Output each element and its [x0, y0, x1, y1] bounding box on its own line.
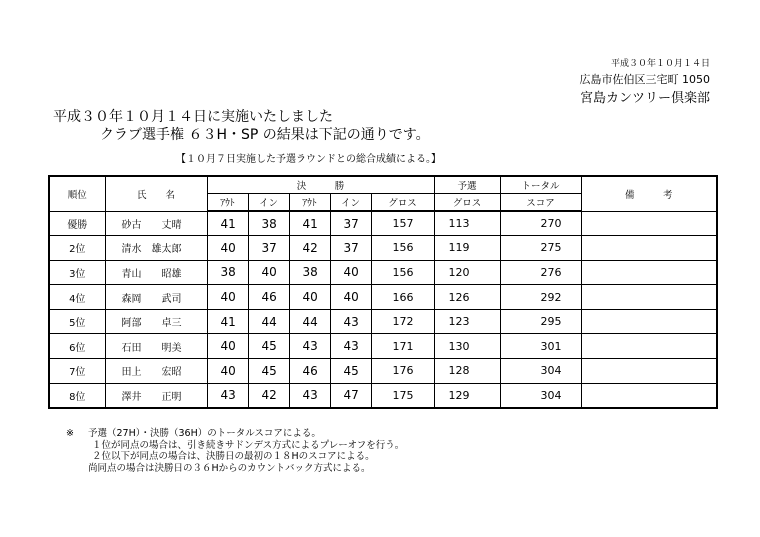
note-line-2: １位が同点の場合は、引き続きサドンデス方式によるプレーオフを行う。 — [92, 439, 405, 451]
total-cell: 304 — [500, 383, 581, 408]
header-row-1 — [49, 176, 717, 194]
rank-cell: 5位 — [49, 309, 105, 334]
results-table — [48, 175, 718, 409]
out-1-cell: 40 — [207, 334, 248, 359]
in-1-cell: 44 — [248, 309, 289, 334]
rank-cell: 8位 — [49, 383, 105, 408]
header-rank: 順位 — [49, 176, 105, 211]
out-2-cell: 38 — [289, 260, 330, 285]
in-1-cell: 42 — [248, 383, 289, 408]
prelim-cell: 128 — [434, 359, 500, 384]
out-1-cell: 40 — [207, 359, 248, 384]
in-2-cell: 43 — [330, 334, 371, 359]
name-cell: 阿部 卓三 — [105, 309, 207, 334]
out-2-cell: 43 — [289, 334, 330, 359]
out-1-cell: 43 — [207, 383, 248, 408]
club-address: 広島市佐伯区三宅町 1050 — [579, 73, 710, 86]
rank-cell: 優勝 — [49, 211, 105, 236]
club-name: 宮島カンツリー倶楽部 — [579, 91, 710, 106]
out-1-cell: 40 — [207, 236, 248, 261]
table-row — [49, 383, 717, 408]
header-in-1: イン — [248, 194, 289, 212]
remarks-cell — [581, 334, 717, 359]
out-2-cell: 46 — [289, 359, 330, 384]
out-2-cell: 40 — [289, 285, 330, 310]
rank-cell: 2位 — [49, 236, 105, 261]
out-1-cell: 38 — [207, 260, 248, 285]
gross-cell: 157 — [371, 211, 434, 236]
header-final: 決 勝 — [207, 176, 434, 194]
header-prelim: 予選 — [434, 176, 500, 194]
prelim-cell: 123 — [434, 309, 500, 334]
header-prelim-gross: グロス — [434, 194, 500, 212]
remarks-cell — [581, 383, 717, 408]
intro-line-2: クラブ選手権 ６３H・SP の結果は下記の通りです。 — [100, 127, 430, 143]
out-1-cell: 41 — [207, 309, 248, 334]
prelim-cell: 113 — [434, 211, 500, 236]
in-2-cell: 47 — [330, 383, 371, 408]
gross-cell: 156 — [371, 236, 434, 261]
rank-cell: 7位 — [49, 359, 105, 384]
total-cell: 275 — [500, 236, 581, 261]
intro-line-3: 【１０月７日実施した予選ラウンドとの総合成績による。】 — [176, 154, 441, 165]
name-cell: 青山 昭雄 — [105, 260, 207, 285]
in-1-cell: 37 — [248, 236, 289, 261]
total-cell: 270 — [500, 211, 581, 236]
header-in-2: イン — [330, 194, 371, 212]
table-row — [49, 309, 717, 334]
prelim-cell: 130 — [434, 334, 500, 359]
in-1-cell: 45 — [248, 359, 289, 384]
out-2-cell: 42 — [289, 236, 330, 261]
remarks-cell — [581, 285, 717, 310]
total-cell: 295 — [500, 309, 581, 334]
total-cell: 292 — [500, 285, 581, 310]
name-cell: 砂古 丈晴 — [105, 211, 207, 236]
table-row — [49, 334, 717, 359]
out-1-cell: 41 — [207, 211, 248, 236]
out-2-cell: 43 — [289, 383, 330, 408]
note-line-1: ※ 予選（27H）・決勝（36H）のトータルスコアによる。 — [66, 428, 321, 439]
header-total-score: スコア — [500, 194, 581, 212]
gross-cell: 166 — [371, 285, 434, 310]
in-2-cell: 43 — [330, 309, 371, 334]
prelim-cell: 119 — [434, 236, 500, 261]
gross-cell: 171 — [371, 334, 434, 359]
table-row — [49, 260, 717, 285]
rank-cell: 6位 — [49, 334, 105, 359]
gross-cell: 176 — [371, 359, 434, 384]
name-cell: 清水 雄太郎 — [105, 236, 207, 261]
document-date: 平成３０年１０月１４日 — [610, 59, 710, 69]
gross-cell: 175 — [371, 383, 434, 408]
total-cell: 304 — [500, 359, 581, 384]
remarks-cell — [581, 260, 717, 285]
prelim-cell: 129 — [434, 383, 500, 408]
notes — [66, 428, 404, 474]
header-total: トータル — [500, 176, 581, 194]
table-row — [49, 211, 717, 236]
note-line-4: 尚同点の場合は決勝日の３６Hからのカウントバック方式による。 — [88, 462, 371, 474]
prelim-cell: 126 — [434, 285, 500, 310]
out-1-cell: 40 — [207, 285, 248, 310]
header-out-1: ｱｳﾄ — [207, 194, 248, 212]
gross-cell: 172 — [371, 309, 434, 334]
header-gross: グロス — [371, 194, 434, 212]
name-cell: 田上 宏昭 — [105, 359, 207, 384]
in-1-cell: 46 — [248, 285, 289, 310]
prelim-cell: 120 — [434, 260, 500, 285]
total-cell: 276 — [500, 260, 581, 285]
in-2-cell: 40 — [330, 260, 371, 285]
gross-cell: 156 — [371, 260, 434, 285]
remarks-cell — [581, 359, 717, 384]
rank-cell: 4位 — [49, 285, 105, 310]
remarks-cell — [581, 309, 717, 334]
table-row — [49, 236, 717, 261]
remarks-cell — [581, 211, 717, 236]
header-out-2: ｱｳﾄ — [289, 194, 330, 212]
note-mark: ※ — [66, 428, 74, 439]
in-1-cell: 40 — [248, 260, 289, 285]
remarks-cell — [581, 236, 717, 261]
note-line-3: ２位以下が同点の場合は、決勝日の最初の１８Hのスコアによる。 — [92, 451, 375, 462]
in-2-cell: 45 — [330, 359, 371, 384]
in-2-cell: 37 — [330, 236, 371, 261]
header-remarks: 備 考 — [581, 176, 717, 211]
rank-cell: 3位 — [49, 260, 105, 285]
name-cell: 澤井 正明 — [105, 383, 207, 408]
in-1-cell: 38 — [248, 211, 289, 236]
name-cell: 石田 明美 — [105, 334, 207, 359]
table-row — [49, 359, 717, 384]
header-name: 氏 名 — [105, 176, 207, 211]
name-cell: 森岡 武司 — [105, 285, 207, 310]
in-2-cell: 37 — [330, 211, 371, 236]
out-2-cell: 41 — [289, 211, 330, 236]
total-cell: 301 — [500, 334, 581, 359]
out-2-cell: 44 — [289, 309, 330, 334]
in-2-cell: 40 — [330, 285, 371, 310]
table-row — [49, 285, 717, 310]
in-1-cell: 45 — [248, 334, 289, 359]
intro-line-1: 平成３０年１０月１４日に実施いたしました — [53, 109, 333, 125]
